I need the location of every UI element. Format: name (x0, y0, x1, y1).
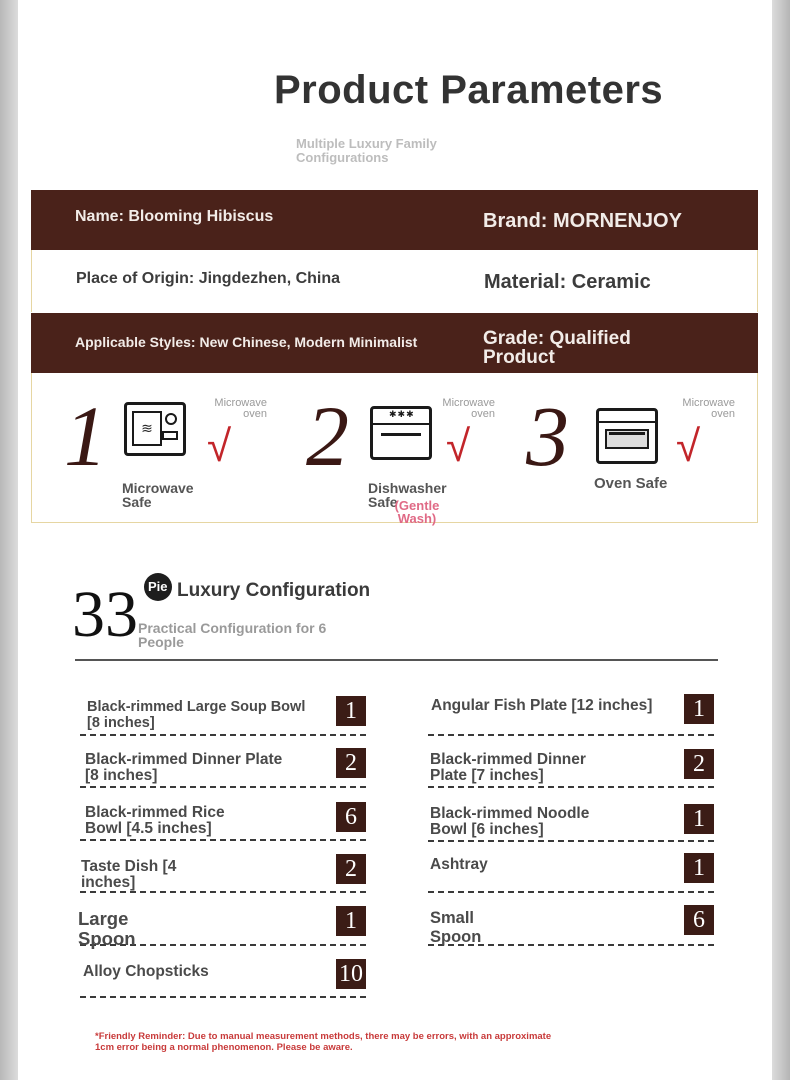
list-item (428, 792, 714, 842)
list-item (428, 843, 714, 893)
item-quantity: 6 (684, 905, 714, 935)
item-quantity: 1 (684, 694, 714, 724)
page-subtitle: Multiple Luxury Family Configurations (296, 136, 437, 165)
divider (75, 659, 718, 661)
product-styles: Applicable Styles: New Chinese, Modern Minimalist (75, 334, 418, 350)
friendly-reminder: *Friendly Reminder: Due to manual measurement methods, there may be errors, with an approximate 1cm error being a normal phenomenon. Please be aware. (95, 1031, 552, 1053)
config-title: Luxury Configuration (177, 580, 371, 601)
product-name: Name: Blooming Hibiscus (75, 208, 274, 225)
config-subtitle: Practical Configuration for 6 People (138, 620, 327, 650)
product-material: Material: Ceramic (484, 271, 651, 293)
checkmark-icon: √ (446, 422, 471, 471)
list-item (428, 896, 714, 946)
list-item (428, 738, 714, 788)
list-item (80, 948, 366, 998)
safety-note: Microwave oven (682, 397, 735, 420)
item-name: Angular Fish Plate [12 inches] (431, 697, 653, 714)
param-row-origin (31, 250, 758, 312)
item-name: Black-rimmed Large Soup Bowl [8 inches] (87, 699, 306, 731)
list-item (78, 896, 366, 949)
checkmark-icon: √ (207, 422, 232, 471)
page-title: Product Parameters (274, 68, 664, 112)
param-row-styles (31, 313, 758, 373)
item-name: Black-rimmed Rice Bowl [4.5 inches] (85, 804, 225, 837)
oven-icon (596, 408, 658, 464)
safety-label: Microwave Safe (122, 480, 194, 510)
page-background-right (772, 0, 790, 1080)
param-row-name (31, 190, 758, 250)
product-grade: Grade: Qualified Product (483, 328, 631, 368)
safety-number: 3 (526, 388, 569, 484)
safety-panel (31, 373, 758, 526)
microwave-icon: ≋ (124, 402, 186, 456)
item-quantity: 6 (336, 802, 366, 832)
checkmark-icon: √ (676, 422, 701, 471)
item-name: Black-rimmed Dinner Plate [8 inches] (85, 751, 283, 784)
item-name: Ashtray (430, 856, 488, 873)
item-name: Black-rimmed Dinner Plate [7 inches] (430, 751, 586, 784)
safety-number: 2 (306, 388, 349, 484)
item-quantity: 2 (336, 854, 366, 884)
item-quantity: 1 (336, 906, 366, 936)
product-brand: Brand: MORNENJOY (483, 210, 682, 232)
piece-count: 33 (72, 578, 138, 651)
pieces-badge: Pie (144, 573, 172, 601)
item-name: Alloy Chopsticks (83, 963, 209, 980)
item-quantity: 1 (684, 804, 714, 834)
page-background-left (0, 0, 18, 1080)
safety-label: Oven Safe (594, 475, 668, 492)
item-quantity: 1 (336, 696, 366, 726)
product-sheet (18, 0, 772, 1080)
safety-number: 1 (64, 388, 107, 484)
item-name: Large Spoon (78, 908, 136, 949)
item-quantity: 10 (336, 959, 366, 989)
item-name: Small Spoon (430, 909, 482, 946)
list-item (80, 843, 366, 893)
list-item (80, 791, 366, 841)
safety-note: Microwave oven (214, 397, 267, 420)
list-item (80, 686, 366, 736)
item-quantity: 2 (336, 748, 366, 778)
list-item (80, 738, 366, 788)
item-name: Taste Dish [4 inches] (81, 858, 177, 891)
safety-label: Dishwasher Safe (368, 480, 447, 510)
item-quantity: 2 (684, 749, 714, 779)
gentle-wash-note: (Gentle Wash) (394, 498, 440, 526)
safety-note: Microwave oven (442, 397, 495, 420)
product-origin: Place of Origin: Jingdezhen, China (76, 270, 341, 287)
dishwasher-icon: ✱✱✱ (370, 406, 432, 460)
item-name: Black-rimmed Noodle Bowl [6 inches] (430, 805, 590, 838)
item-quantity: 1 (684, 853, 714, 883)
list-item (428, 686, 714, 736)
